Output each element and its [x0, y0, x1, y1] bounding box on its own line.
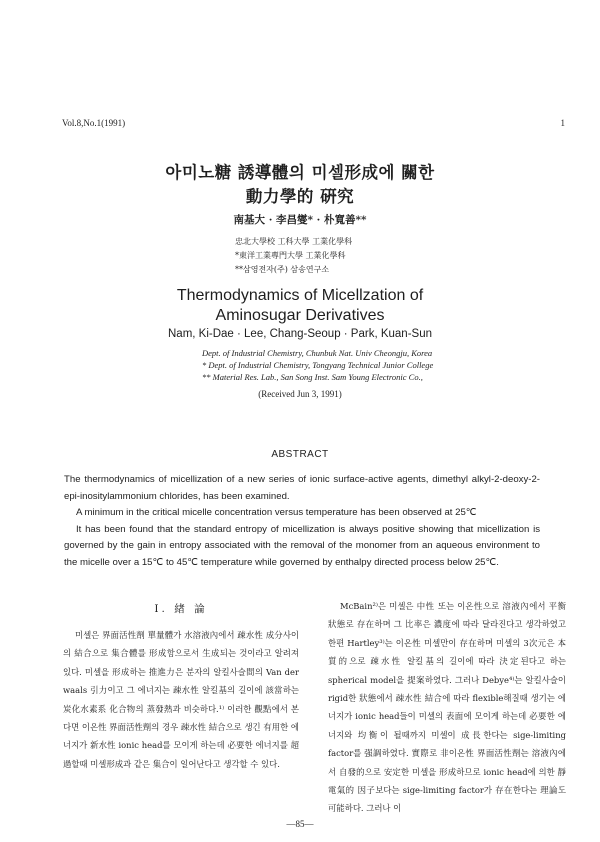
english-authors: Nam, Ki-Dae · Lee, Chang-Seoup · Park, Kuan-Sun [168, 328, 432, 340]
korean-affiliation-1: 忠北大學校 工科大學 工業化學科 [235, 237, 353, 246]
english-affiliation-3: ** Material Res. Lab., San Song Inst. Sam Young Electronic Co., [202, 372, 423, 382]
abstract-paragraph-2: A minimum in the critical micelle concentration versus temperature has been observed at 25℃ [76, 507, 477, 518]
intro-paragraph-right: McBain²⁾은 미셀은 中性 또는 이온性으로 溶液內에서 平衡狀態로 存在하며 그 比率은 濃度에 따라 달라진다고 생각하였고 한편 Hartley³⁾는 이온性 미셀만이 存在하며 미셀의 3次元은 本質的으로 疎水性 알킬基의 길이에 따라 決定된다고 하는 spherical model을 提案하였다. 그러나 Debye⁴⁾는 알킬사슬이 rigid한 狀態에서 疎水性 結合에 따라 flexible해질때 생기는 에너지가 ionic head들이 미셀의 表面에 모이게 하는데 必要한 에너지와 均衡이 될때까지 미셀이 成長한다는 sige-limiting factor를 强調하였다. 實際로 非이온性 界面活性劑는 溶液內에서 自發的으로 安定한 미셀을 形成하므로 ionic head에 의한 靜電氣的 因子보다는 sige-limiting factor가 存在한다는 理論도 可能하다. 그러나 이 [328, 601, 566, 814]
received-date: (Received Jun 3, 1991) [258, 389, 342, 399]
english-title-line-2: Aminosugar Derivatives [215, 307, 385, 324]
english-title-line-1: Thermodynamics of Micellzation of [176, 287, 424, 304]
intro-paragraph-left: 미셀은 界面活性劑 單量體가 水溶液內에서 疎水性 成分사이의 結合으로 集合體를 形成함으로서 生成되는 것이라고 알려져 있다. 미셀을 形成하는 推進力은 분자의 알킬사슬間의 Van der waals 引力이고 그 에너지는 疎水性 알킬基의 길이에 該當하는 炭化水素系 化合物의 蒸發熱과 비슷하다.¹⁾ 이러한 觀點에서 본다면 이온性 界面活性劑의 경우 疎水性 結合으로 생긴 有用한 에너지가 新水性 ionic head를 모이게 하는데 必要한 에너지를 超過할때 미셀形成과 같은 集合이 일어난다고 생각할 수 있다. [63, 630, 299, 769]
korean-authors: 南基大 · 李昌燮* · 朴寬善** [233, 214, 367, 226]
page-number: 1 [560, 118, 565, 128]
abstract-heading: ABSTRACT [271, 449, 329, 460]
korean-affiliation-2: *東洋工業專門大學 工業化學科 [235, 251, 346, 260]
footer-page-number: —85— [286, 819, 314, 829]
right-column [328, 597, 566, 818]
korean-title-line-1: 아미노糖 誘導體의 미셀形成에 關한 [165, 163, 435, 182]
english-affiliation-2: * Dept. of Industrial Chemistry, Tongyang Technical Junior College [202, 360, 434, 370]
korean-affiliation-3: **삼영전자(주) 삼송연구소 [235, 265, 330, 274]
left-column [63, 597, 299, 773]
journal-volume: Vol.8,No.1(1991) [62, 118, 126, 128]
korean-title-line-2: 動力學的 硏究 [245, 187, 355, 206]
english-affiliation-1: Dept. of Industrial Chemistry, Chunbuk Nat. Univ Cheongju, Korea [202, 348, 433, 358]
abstract-body [64, 472, 540, 571]
section-title-introduction: I. 緖 論 [154, 603, 208, 615]
abstract-paragraph-1: The thermodynamics of micellization of a new series of ionic surface-active agents, dimethyl alkyl-2-deoxy-2-epi-inositylammonium chlorides, has been examined. [64, 474, 540, 502]
abstract-paragraph-3: It has been found that the standard entropy of micellization is always positive showing that micellization is governed by the gain in entropy associated with the removal of the monomer from an aqueous environment to the micelle over a 15℃ to 45℃ temperature while governed by enthalpy directed process below 25℃. [64, 523, 540, 568]
